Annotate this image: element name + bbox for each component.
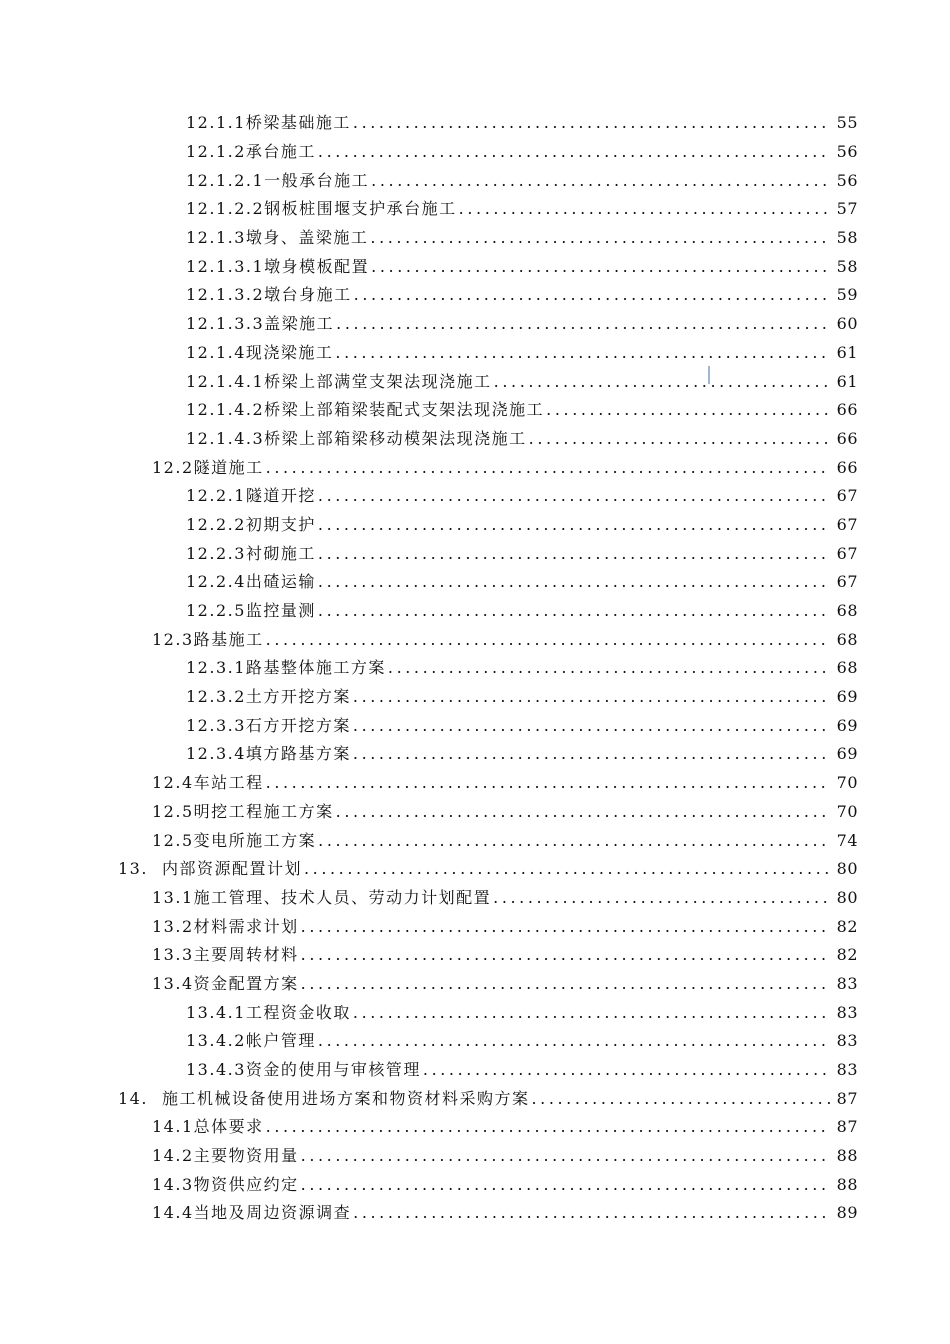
dot-leader bbox=[423, 1060, 830, 1080]
toc-entry-number: 12.3.3 bbox=[186, 715, 246, 735]
toc-entry[interactable] bbox=[0, 539, 858, 568]
toc-entry-page-number: 89 bbox=[836, 1203, 858, 1223]
toc-entry-page-number: 61 bbox=[836, 342, 858, 362]
toc-entry-title: 承台施工 bbox=[245, 142, 316, 162]
toc-entry[interactable] bbox=[0, 597, 858, 626]
dot-leader bbox=[531, 1089, 830, 1109]
toc-entry-title: 工程资金收取 bbox=[245, 1002, 351, 1022]
toc-entry-number: 14. bbox=[118, 1088, 148, 1108]
toc-entry[interactable] bbox=[0, 683, 858, 712]
toc-entry-number: 12.3.4 bbox=[186, 744, 246, 764]
toc-entry-page-number: 61 bbox=[836, 371, 858, 391]
toc-entry[interactable] bbox=[0, 1027, 858, 1056]
toc-entry-number: 12.1.3.2 bbox=[186, 285, 265, 305]
toc-entry-page-number: 55 bbox=[836, 113, 858, 133]
toc-entry-title: 明挖工程施工方案 bbox=[193, 801, 334, 821]
dot-leader bbox=[354, 285, 830, 305]
toc-entry-title: 墩台身施工 bbox=[264, 285, 352, 305]
toc-entry[interactable] bbox=[0, 482, 858, 511]
toc-entry[interactable] bbox=[0, 252, 858, 281]
toc-entry-title: 帐户管理 bbox=[245, 1031, 316, 1051]
dot-leader bbox=[546, 400, 830, 420]
toc-entry-number: 12.3.2 bbox=[186, 687, 246, 707]
toc-entry-title: 盖梁施工 bbox=[264, 314, 335, 334]
toc-entry-page-number: 56 bbox=[836, 142, 858, 162]
text-cursor bbox=[708, 366, 710, 384]
toc-entry[interactable] bbox=[0, 941, 858, 970]
toc-entry-page-number: 83 bbox=[836, 973, 858, 993]
toc-entry-number: 12.4 bbox=[152, 773, 194, 793]
dot-leader bbox=[371, 257, 830, 277]
toc-entry-page-number: 83 bbox=[836, 1060, 858, 1080]
toc-entry[interactable] bbox=[0, 310, 858, 339]
toc-entry-page-number: 60 bbox=[836, 314, 858, 334]
toc-entry-title: 主要周转材料 bbox=[193, 945, 299, 965]
toc-entry-title: 施工机械设备使用进场方案和物资材料采购方案 bbox=[161, 1088, 530, 1108]
dot-leader bbox=[266, 458, 830, 478]
dot-leader bbox=[529, 429, 830, 449]
toc-entry-number: 12.1.1 bbox=[186, 113, 246, 133]
toc-entry-page-number: 82 bbox=[836, 945, 858, 965]
dot-leader bbox=[318, 601, 830, 621]
dot-leader bbox=[318, 515, 830, 535]
dot-leader bbox=[301, 945, 830, 965]
toc-entry-title: 墩身、盖梁施工 bbox=[245, 228, 369, 248]
toc-entry-number: 12.1.2 bbox=[186, 142, 246, 162]
toc-entry-number: 12.1.4 bbox=[186, 342, 246, 362]
toc-entry-title: 车站工程 bbox=[193, 773, 264, 793]
toc-entry-number: 12.1.4.3 bbox=[186, 428, 265, 448]
toc-entry-title: 出碴运输 bbox=[245, 572, 316, 592]
toc-entry[interactable] bbox=[0, 367, 858, 396]
toc-entry-page-number: 87 bbox=[836, 1088, 858, 1108]
toc-entry-number: 12.2 bbox=[152, 457, 194, 477]
toc-entry-title: 填方路基方案 bbox=[245, 744, 351, 764]
toc-entry-number: 12.5 bbox=[152, 830, 194, 850]
toc-entry[interactable] bbox=[0, 998, 858, 1027]
toc-entry-page-number: 67 bbox=[836, 514, 858, 534]
toc-entry-title: 桥梁基础施工 bbox=[245, 113, 351, 133]
dot-leader bbox=[301, 917, 830, 937]
dot-leader bbox=[336, 314, 830, 334]
dot-leader bbox=[493, 888, 830, 908]
dot-leader bbox=[318, 142, 830, 162]
toc-entry-number: 12.2.4 bbox=[186, 572, 246, 592]
toc-entry-page-number: 68 bbox=[836, 601, 858, 621]
dot-leader bbox=[353, 687, 830, 707]
toc-entry-number: 14.2 bbox=[152, 1146, 194, 1166]
toc-entry-title: 墩身模板配置 bbox=[264, 256, 370, 276]
toc-entry-number: 12.1.3.3 bbox=[186, 314, 265, 334]
toc-entry-page-number: 67 bbox=[836, 543, 858, 563]
toc-entry[interactable] bbox=[0, 1142, 858, 1171]
toc-entry-title: 总体要求 bbox=[193, 1117, 264, 1137]
toc-entry-number: 12.3.1 bbox=[186, 658, 246, 678]
toc-entry-page-number: 68 bbox=[836, 658, 858, 678]
toc-entry-number: 13.3 bbox=[152, 945, 194, 965]
toc-entry-page-number: 67 bbox=[836, 572, 858, 592]
toc-entry-page-number: 56 bbox=[836, 170, 858, 190]
dot-leader bbox=[336, 802, 830, 822]
toc-entry-number: 13. bbox=[118, 859, 148, 879]
toc-entry-page-number: 70 bbox=[836, 773, 858, 793]
dot-leader bbox=[353, 1003, 830, 1023]
dot-leader bbox=[370, 228, 830, 248]
toc-entry-number: 12.3 bbox=[152, 629, 194, 649]
toc-entry-title: 衬砌施工 bbox=[245, 543, 316, 563]
toc-entry-number: 13.4 bbox=[152, 973, 194, 993]
toc-entry-title: 隧道施工 bbox=[193, 457, 264, 477]
toc-entry[interactable] bbox=[0, 339, 858, 368]
toc-entry[interactable] bbox=[0, 912, 858, 941]
toc-entry[interactable] bbox=[0, 138, 858, 167]
toc-entry-number: 12.1.4.2 bbox=[186, 400, 265, 420]
toc-entry-title: 石方开挖方案 bbox=[245, 715, 351, 735]
toc-entry[interactable] bbox=[0, 740, 858, 769]
toc-entry-number: 12.1.2.2 bbox=[186, 199, 265, 219]
dot-leader bbox=[318, 1031, 830, 1051]
dot-leader bbox=[335, 343, 830, 363]
toc-entry-number: 13.4.1 bbox=[186, 1002, 246, 1022]
dot-leader bbox=[353, 1203, 830, 1223]
toc-entry-page-number: 69 bbox=[836, 687, 858, 707]
toc-entry-page-number: 66 bbox=[836, 400, 858, 420]
toc-entry-page-number: 68 bbox=[836, 629, 858, 649]
toc-entry[interactable] bbox=[0, 511, 858, 540]
dot-leader bbox=[353, 744, 830, 764]
toc-entry-page-number: 80 bbox=[836, 887, 858, 907]
toc-entry-title: 桥梁上部箱梁移动模架法现浇施工 bbox=[264, 428, 527, 448]
dot-leader bbox=[266, 630, 830, 650]
dot-leader bbox=[304, 859, 830, 879]
toc-entry-number: 12.1.3 bbox=[186, 228, 246, 248]
dot-leader bbox=[318, 544, 830, 564]
toc-entry[interactable] bbox=[0, 109, 858, 138]
toc-entry[interactable] bbox=[0, 1170, 858, 1199]
toc-entry-number: 12.2.3 bbox=[186, 543, 246, 563]
dot-leader bbox=[353, 113, 830, 133]
dot-leader bbox=[459, 199, 830, 219]
toc-entry[interactable] bbox=[0, 654, 858, 683]
toc-entry-title: 变电所施工方案 bbox=[193, 830, 317, 850]
toc-entry-title: 主要物资用量 bbox=[193, 1146, 299, 1166]
dot-leader bbox=[371, 171, 830, 191]
toc-entry-number: 12.1.2.1 bbox=[186, 170, 265, 190]
toc-entry-title: 资金配置方案 bbox=[193, 973, 299, 993]
toc-entry-title: 资金的使用与审核管理 bbox=[245, 1060, 421, 1080]
toc-entry-page-number: 83 bbox=[836, 1002, 858, 1022]
toc-entry-number: 12.1.4.1 bbox=[186, 371, 265, 391]
toc-entry-number: 12.1.3.1 bbox=[186, 256, 265, 276]
toc-entry-page-number: 66 bbox=[836, 428, 858, 448]
toc-entry-page-number: 59 bbox=[836, 285, 858, 305]
toc-entry[interactable] bbox=[0, 224, 858, 253]
toc-entry[interactable] bbox=[0, 1056, 858, 1085]
toc-entry-title: 初期支护 bbox=[245, 514, 316, 534]
toc-entry[interactable] bbox=[0, 1199, 858, 1228]
toc-entry-title: 土方开挖方案 bbox=[245, 687, 351, 707]
toc-entry-number: 14.4 bbox=[152, 1203, 194, 1223]
toc-entry-title: 监控量测 bbox=[245, 601, 316, 621]
toc-entry[interactable] bbox=[0, 855, 858, 884]
dot-leader bbox=[318, 831, 830, 851]
dot-leader bbox=[266, 1117, 830, 1137]
toc-entry-page-number: 87 bbox=[836, 1117, 858, 1137]
toc-entry[interactable] bbox=[0, 195, 858, 224]
toc-entry-page-number: 74 bbox=[836, 830, 858, 850]
toc-entry[interactable] bbox=[0, 396, 858, 425]
toc-entry[interactable] bbox=[0, 453, 858, 482]
dot-leader bbox=[301, 974, 830, 994]
toc-entry[interactable] bbox=[0, 568, 858, 597]
toc-entry-title: 路基整体施工方案 bbox=[245, 658, 386, 678]
toc-entry-number: 12.2.1 bbox=[186, 486, 246, 506]
toc-entry-number: 12.5 bbox=[152, 801, 194, 821]
toc-entry-number: 13.1 bbox=[152, 887, 194, 907]
toc-entry-number: 13.4.3 bbox=[186, 1060, 246, 1080]
toc-entry-page-number: 83 bbox=[836, 1031, 858, 1051]
toc-entry[interactable] bbox=[0, 281, 858, 310]
toc-entry-number: 12.2.5 bbox=[186, 601, 246, 621]
toc-entry-title: 当地及周边资源调查 bbox=[193, 1203, 352, 1223]
toc-entry-page-number: 57 bbox=[836, 199, 858, 219]
toc-entry-page-number: 70 bbox=[836, 801, 858, 821]
toc-entry-title: 钢板桩围堰支护承台施工 bbox=[264, 199, 457, 219]
dot-leader bbox=[301, 1175, 830, 1195]
toc-entry-page-number: 88 bbox=[836, 1174, 858, 1194]
toc-entry-number: 13.2 bbox=[152, 916, 194, 936]
toc-entry-title: 物资供应约定 bbox=[193, 1174, 299, 1194]
toc-entry-page-number: 88 bbox=[836, 1146, 858, 1166]
dot-leader bbox=[353, 716, 830, 736]
toc-entry-number: 14.3 bbox=[152, 1174, 194, 1194]
toc-entry-title: 桥梁上部满堂支架法现浇施工 bbox=[264, 371, 492, 391]
toc-entry-number: 14.1 bbox=[152, 1117, 194, 1137]
toc-entry[interactable] bbox=[0, 166, 858, 195]
toc-entry-title: 桥梁上部箱梁装配式支架法现浇施工 bbox=[264, 400, 545, 420]
toc-entry-title: 施工管理、技术人员、劳动力计划配置 bbox=[193, 887, 492, 907]
toc-entry-title: 材料需求计划 bbox=[193, 916, 299, 936]
toc-entry-page-number: 80 bbox=[836, 859, 858, 879]
dot-leader bbox=[266, 773, 830, 793]
toc-entry[interactable] bbox=[0, 1084, 858, 1113]
dot-leader bbox=[494, 372, 830, 392]
toc-entry[interactable] bbox=[0, 798, 858, 827]
toc-entry-page-number: 69 bbox=[836, 715, 858, 735]
dot-leader bbox=[318, 486, 830, 506]
toc-entry[interactable] bbox=[0, 1113, 858, 1142]
toc-entry-number: 12.2.2 bbox=[186, 514, 246, 534]
toc-entry-page-number: 58 bbox=[836, 256, 858, 276]
toc-entry-page-number: 66 bbox=[836, 457, 858, 477]
toc-entry[interactable] bbox=[0, 711, 858, 740]
toc-entry[interactable] bbox=[0, 625, 858, 654]
toc-entry-page-number: 82 bbox=[836, 916, 858, 936]
toc-entry-title: 隧道开挖 bbox=[245, 486, 316, 506]
toc-entry[interactable] bbox=[0, 769, 858, 798]
table-of-contents bbox=[0, 109, 950, 1228]
toc-entry-title: 现浇梁施工 bbox=[245, 342, 334, 362]
toc-entry[interactable] bbox=[0, 970, 858, 999]
toc-entry[interactable] bbox=[0, 826, 858, 855]
toc-entry-page-number: 67 bbox=[836, 486, 858, 506]
toc-entry-title: 内部资源配置计划 bbox=[161, 859, 302, 879]
toc-entry[interactable] bbox=[0, 425, 858, 454]
toc-entry-title: 一般承台施工 bbox=[264, 170, 370, 190]
toc-entry-title: 路基施工 bbox=[193, 629, 264, 649]
dot-leader bbox=[388, 658, 830, 678]
dot-leader bbox=[301, 1146, 830, 1166]
toc-entry-number: 13.4.2 bbox=[186, 1031, 246, 1051]
toc-entry[interactable] bbox=[0, 884, 858, 913]
dot-leader bbox=[318, 572, 830, 592]
toc-entry-page-number: 69 bbox=[836, 744, 858, 764]
toc-entry-page-number: 58 bbox=[836, 228, 858, 248]
